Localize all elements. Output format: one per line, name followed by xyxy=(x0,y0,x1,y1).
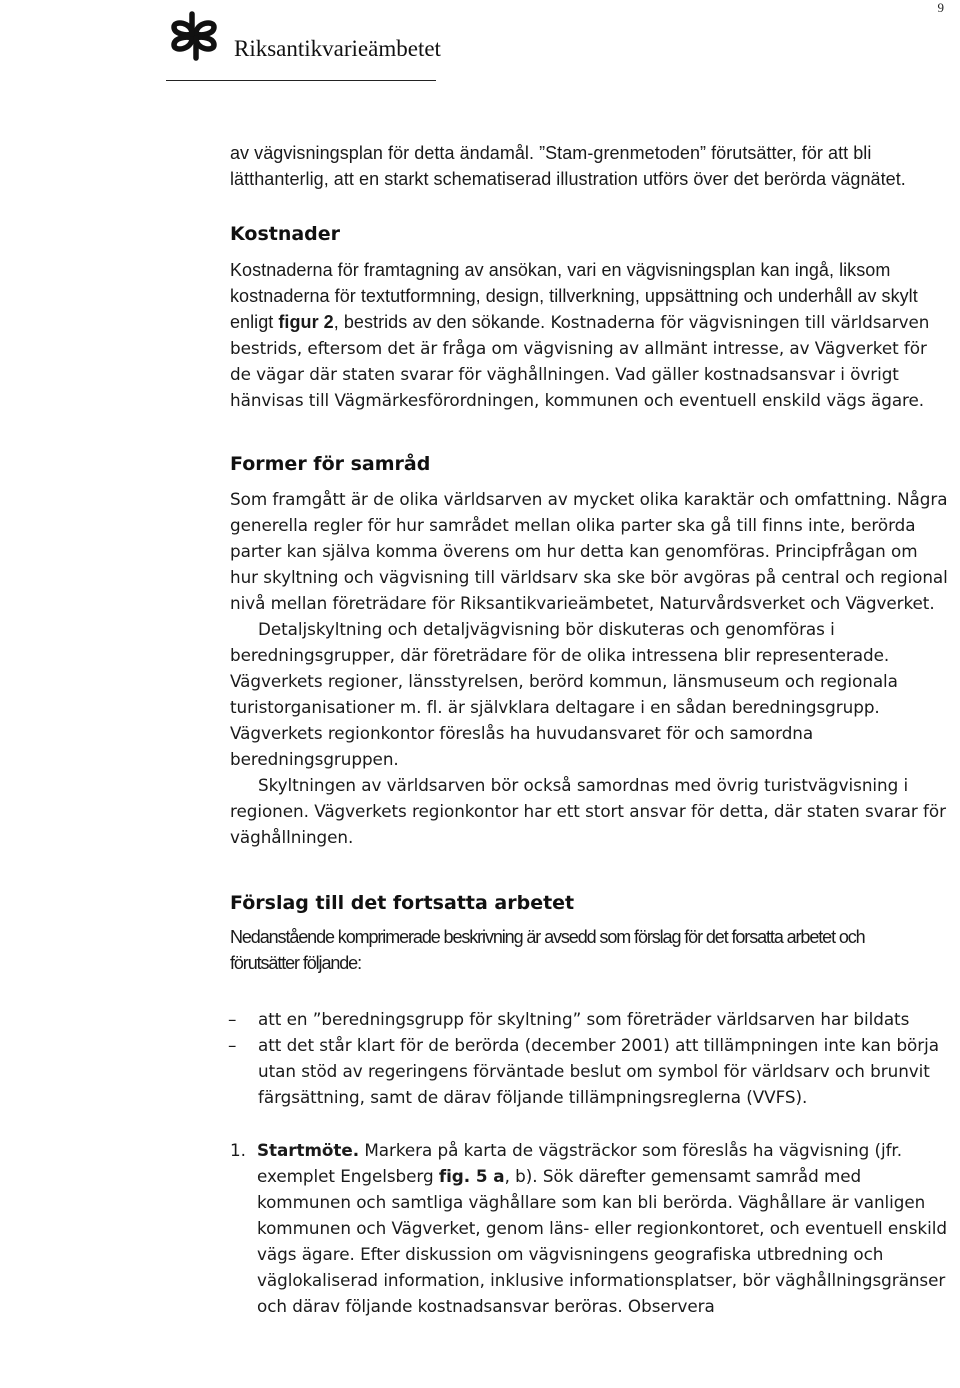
page-header xyxy=(166,8,486,66)
steps-list xyxy=(230,1137,956,1319)
list-item-text: att en ”beredningsgrupp för skyltning” som företräder världsarven har bildats xyxy=(258,1009,910,1029)
section-heading-forslag: Förslag till det fortsatta arbetet xyxy=(230,892,575,914)
step-number: 1. xyxy=(230,1140,246,1160)
list-item xyxy=(230,1032,956,1110)
section-heading-kostnader: Kostnader xyxy=(230,223,341,245)
header-divider xyxy=(166,80,436,81)
dash-bullet: – xyxy=(228,1009,237,1029)
former-paragraph-1: Som framgått är de olika världsarven av mycket olika karaktär och omfattning. Några generella regler för hur samrådet mellan olika parter ska gå till finns inte, berörda parter kan själva komma överens om hur detta kan genomföras. Principfrågan om hur skyltning och vägvisning till världsarv ska ske bör avgöras på central och regional nivå mellan företrädare för Riksantikvarieämbetet, Naturvårdsverket och Vägverket. xyxy=(230,489,948,613)
kostnader-text-3: Kostnaderna för vägvisningen till världsarven bestrids, eftersom det är fråga om vägvisning av allmänt intresse, av Vägverket för de vägar där staten svarar för väghållningen. Vad gäller kostnadsansvar i övrigt hänvisas till Vägmärkesförordningen, kommunen och eventuell enskild vägs ägare. xyxy=(230,312,930,410)
kostnader-paragraph xyxy=(230,257,942,413)
list-item-text: att det står klart för de berörda (december 2001) att tillämpningen inte kan börja utan stöd av regeringens förväntade beslut om symbol för världsarv och brunvit färgsättning, samt de därav följande tillämpningsreglerna (VVFS). xyxy=(258,1035,939,1107)
list-item xyxy=(230,1006,956,1032)
org-name: Riksantikvarieämbetet xyxy=(234,36,441,61)
former-paragraph-2: Detaljskyltning och detaljvägvisning bör diskuteras och genomföras i beredningsgrupper, där företrädare för de olika intressena blir representerade. Vägverkets regioner, länsstyrelsen, berörd kommun, länsmuseum och regionala turistorganisationer m. fl. är självklara deltagare i en sådan beredningsgrupp. Vägverkets regionkontor föreslås ha huvudansvaret för och samordna beredningsgruppen. xyxy=(230,619,898,769)
figure-reference: fig. 5 a xyxy=(438,1166,505,1186)
forslag-intro: Nedanstående komprimerade beskrivning är avsedd som förslag för det forsatta arbetet och förutsätter följande: xyxy=(230,927,865,973)
step-text-2: , b). Sök därefter gemensamt samråd med kommunen och samtliga väghållare som kan bli berörda. Väghållare är vanligen kommunen och Vägverket, genom läns- eller regionkontoret, och eventuell enskild vägs ägare. Efter diskussion om vägvisningens geografiska utbredning och väglokaliserad information, inklusive informationsplatser, bör väghållningsgränser och därav följande kostnadsansvar beröras. Observera xyxy=(257,1166,947,1316)
precondition-list xyxy=(230,1006,956,1110)
step-item-1 xyxy=(230,1137,956,1319)
kostnader-text-2: , bestrids av den sökande. xyxy=(333,312,546,332)
page-number: 9 xyxy=(937,0,944,15)
step-title: Startmöte. xyxy=(257,1140,360,1160)
intro-paragraph: av vägvisningsplan för detta ändamål. ”Stam-grenmetoden” förutsätter, för att bli lätthanterlig, att en starkt schematiserad illustration utförs över det berörda vägnätet. xyxy=(230,143,906,189)
dash-bullet: – xyxy=(228,1035,237,1055)
document-body xyxy=(230,140,960,1319)
step-text-1: Markera på karta de vägsträckor som föreslås ha vägvisning (jfr. exemplet Engelsberg xyxy=(257,1140,903,1186)
section-heading-former: Former för samråd xyxy=(230,453,431,475)
figure-reference: figur 2 xyxy=(278,312,334,332)
former-paragraph-3: Skyltningen av världsarven bör också samordnas med övrig turistvägvisning i regionen. Vägverkets regionkontor har ett stort ansvar för detta, där staten svarar för väghållningen. xyxy=(230,775,946,847)
raa-logo-icon xyxy=(166,8,222,64)
kostnader-text-1: Kostnaderna för framtagning av ansökan, vari en vägvisningsplan kan ingå, liksom kostnaderna för textutformning, design, tillverkning, uppsättning och underhåll av skylt enligt xyxy=(230,260,918,332)
